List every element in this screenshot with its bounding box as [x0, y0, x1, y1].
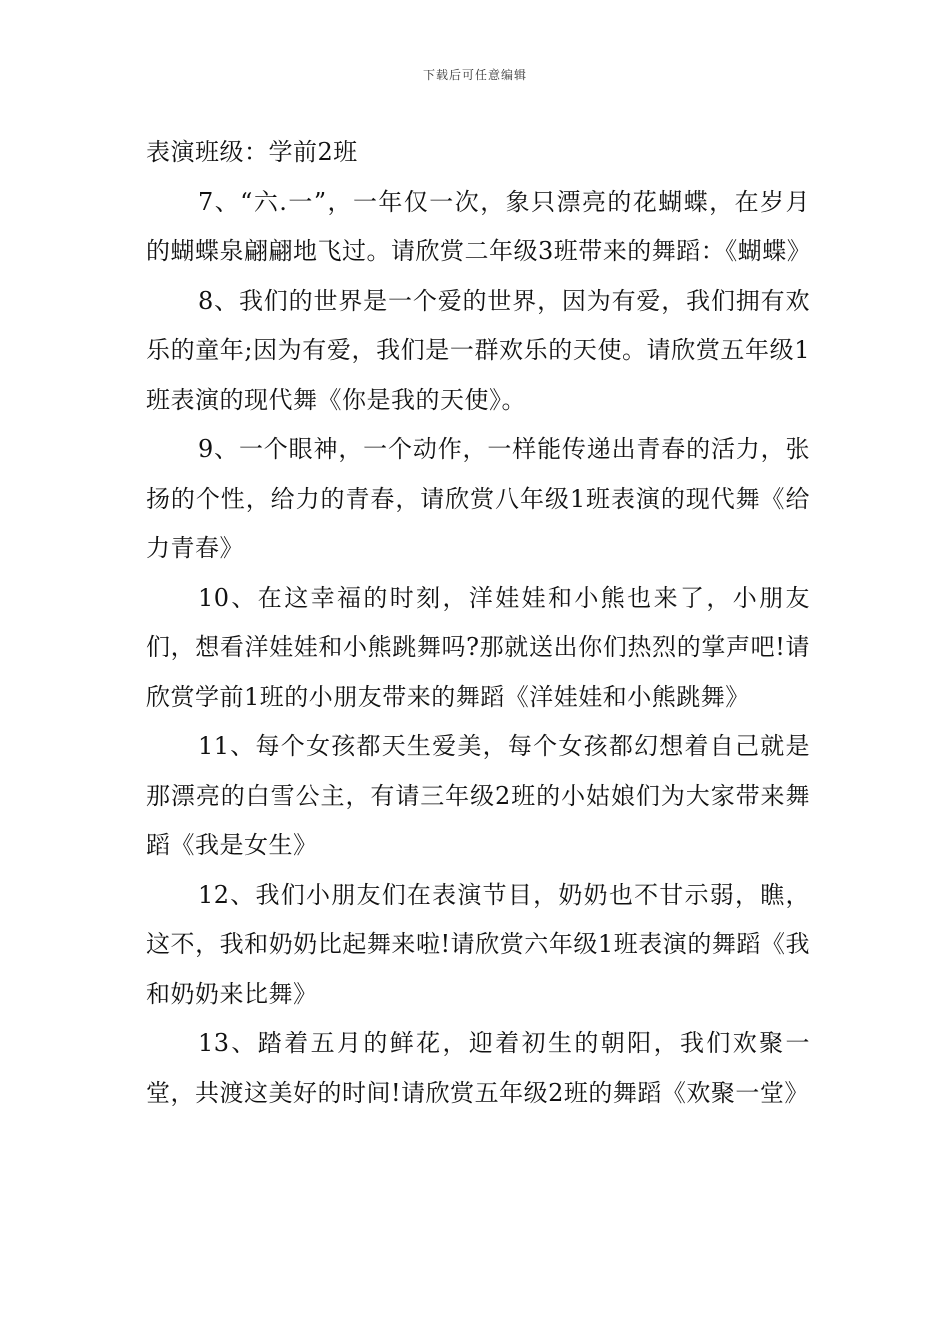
paragraph-item-10: 10、在这幸福的时刻，洋娃娃和小熊也来了，小朋友们，想看洋娃娃和小熊跳舞吗?那就送出你们热烈的掌声吧!请欣赏学前1班的小朋友带来的舞蹈《洋娃娃和小熊跳舞》: [146, 583, 810, 711]
paragraph-class-line: 表演班级：学前2班: [146, 138, 358, 166]
paragraph-item-13: 13、踏着五月的鲜花，迎着初生的朝阳，我们欢聚一堂，共渡这美好的时间!请欣赏五年级2班的舞蹈《欢聚一堂》: [146, 1029, 810, 1107]
paragraph-item-9: 9、一个眼神，一个动作，一样能传递出青春的活力，张扬的个性，给力的青春，请欣赏八年级1班表演的现代舞《给力青春》: [146, 435, 810, 562]
paragraph-item-7: 7、“六.一”，一年仅一次，象只漂亮的花蝴蝶，在岁月的蝴蝶泉翩翩地飞过。请欣赏二年级3班带来的舞蹈：《蝴蝶》: [146, 187, 812, 265]
paragraph-item-11: 11、每个女孩都天生爱美，每个女孩都幻想着自己就是那漂亮的白雪公主，有请三年级2班的小姑娘们为大家带来舞蹈《我是女生》: [146, 732, 810, 859]
document-body: [146, 128, 810, 1118]
paragraph-item-8: 8、我们的世界是一个爱的世界，因为有爱，我们拥有欢乐的童年;因为有爱，我们是一群欢乐的天使。请欣赏五年级1班表演的现代舞《你是我的天使》。: [146, 286, 810, 414]
paragraph-item-12: 12、我们小朋友们在表演节目，奶奶也不甘示弱，瞧，这不，我和奶奶比起舞来啦!请欣赏六年级1班表演的舞蹈《我和奶奶来比舞》: [146, 880, 810, 1008]
page-header: 下载后可任意编辑: [422, 68, 527, 82]
